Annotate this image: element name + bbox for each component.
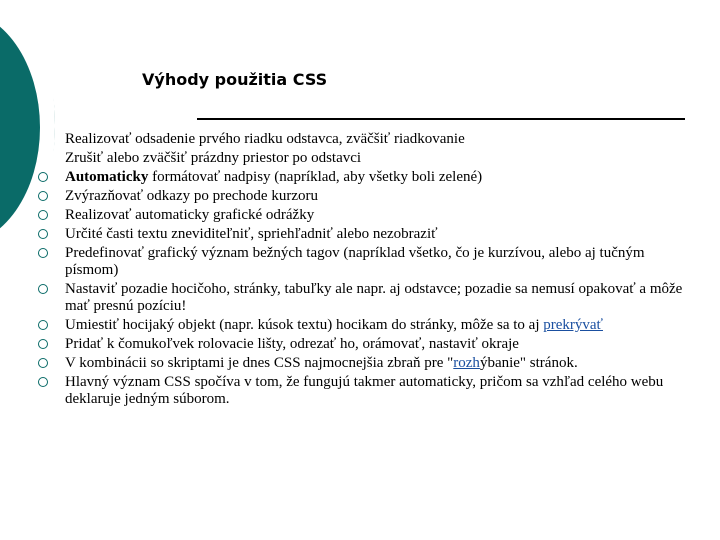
list-item bbox=[38, 281, 688, 315]
list-item-text: Pridať k čomukoľvek rolovacie lišty, odrezať ho, orámovať, nastaviť okraje bbox=[65, 336, 519, 352]
bullet-icon bbox=[38, 377, 48, 387]
list-item bbox=[38, 245, 688, 279]
bullet-icon bbox=[38, 210, 48, 220]
list-item bbox=[38, 355, 688, 372]
list-item-text: Realizovať automaticky grafické odrážky bbox=[65, 207, 315, 223]
list-item-text: Určité časti textu zneviditeľniť, spriehľadniť alebo nezobraziť bbox=[65, 226, 438, 242]
rozh-link[interactable]: rozh bbox=[453, 355, 480, 371]
list-item bbox=[38, 317, 688, 334]
list-item bbox=[38, 131, 688, 148]
bullet-icon bbox=[38, 358, 48, 368]
slide-title: Výhody použitia CSS bbox=[142, 70, 328, 89]
list-item-text: Umiestiť hocijaký objekt (napr. kúsok textu) hocikam do stránky, môže sa to aj bbox=[65, 317, 544, 333]
list-item bbox=[38, 336, 688, 353]
bullet-list bbox=[38, 131, 688, 410]
bullet-icon bbox=[38, 284, 48, 294]
list-item-text: Hlavný význam CSS spočíva v tom, že fungujú takmer automaticky, pričom sa vzhľad celého webu deklaruje jedným súborom. bbox=[65, 374, 664, 407]
list-item bbox=[38, 207, 688, 224]
bullet-icon bbox=[38, 339, 48, 349]
list-item-text: Nastaviť pozadie hocičoho, stránky, tabuľky ale napr. aj odstavce; pozadie sa nemusí opakovať a môže mať presnú pozíciu! bbox=[65, 281, 683, 314]
list-item-text-after: ýbanie" stránok. bbox=[479, 355, 578, 371]
bullet-icon bbox=[38, 229, 48, 239]
list-item-text: V kombinácii so skriptami je dnes CSS najmocnejšia zbraň pre " bbox=[65, 355, 454, 371]
list-item bbox=[38, 226, 688, 243]
list-item-text: formátovať nadpisy (napríklad, aby všetky boli zelené) bbox=[148, 169, 483, 185]
list-item-text: Realizovať odsadenie prvého riadku odstavca, zväčšiť riadkovanie bbox=[65, 131, 465, 147]
bullet-icon bbox=[38, 153, 48, 163]
list-item bbox=[38, 188, 688, 205]
prekryvat-link[interactable]: prekrývať bbox=[543, 317, 603, 333]
list-item bbox=[38, 374, 688, 408]
bullet-icon bbox=[38, 320, 48, 330]
list-item-text: Zvýrazňovať odkazy po prechode kurzoru bbox=[65, 188, 318, 204]
bullet-icon bbox=[38, 191, 48, 201]
bullet-icon bbox=[38, 248, 48, 258]
list-item bbox=[38, 169, 688, 186]
list-item-text: Zrušiť alebo zväčšiť prázdny priestor po odstavci bbox=[65, 150, 362, 166]
list-item-bold-text: Automaticky bbox=[65, 169, 149, 185]
bullet-icon bbox=[38, 172, 48, 182]
list-item bbox=[38, 150, 688, 167]
title-underline bbox=[197, 118, 685, 120]
bullet-icon bbox=[38, 134, 48, 144]
list-item-text: Predefinovať grafický význam bežných tagov (napríklad všetko, čo je kurzívou, alebo aj tučným písmom) bbox=[65, 245, 645, 278]
